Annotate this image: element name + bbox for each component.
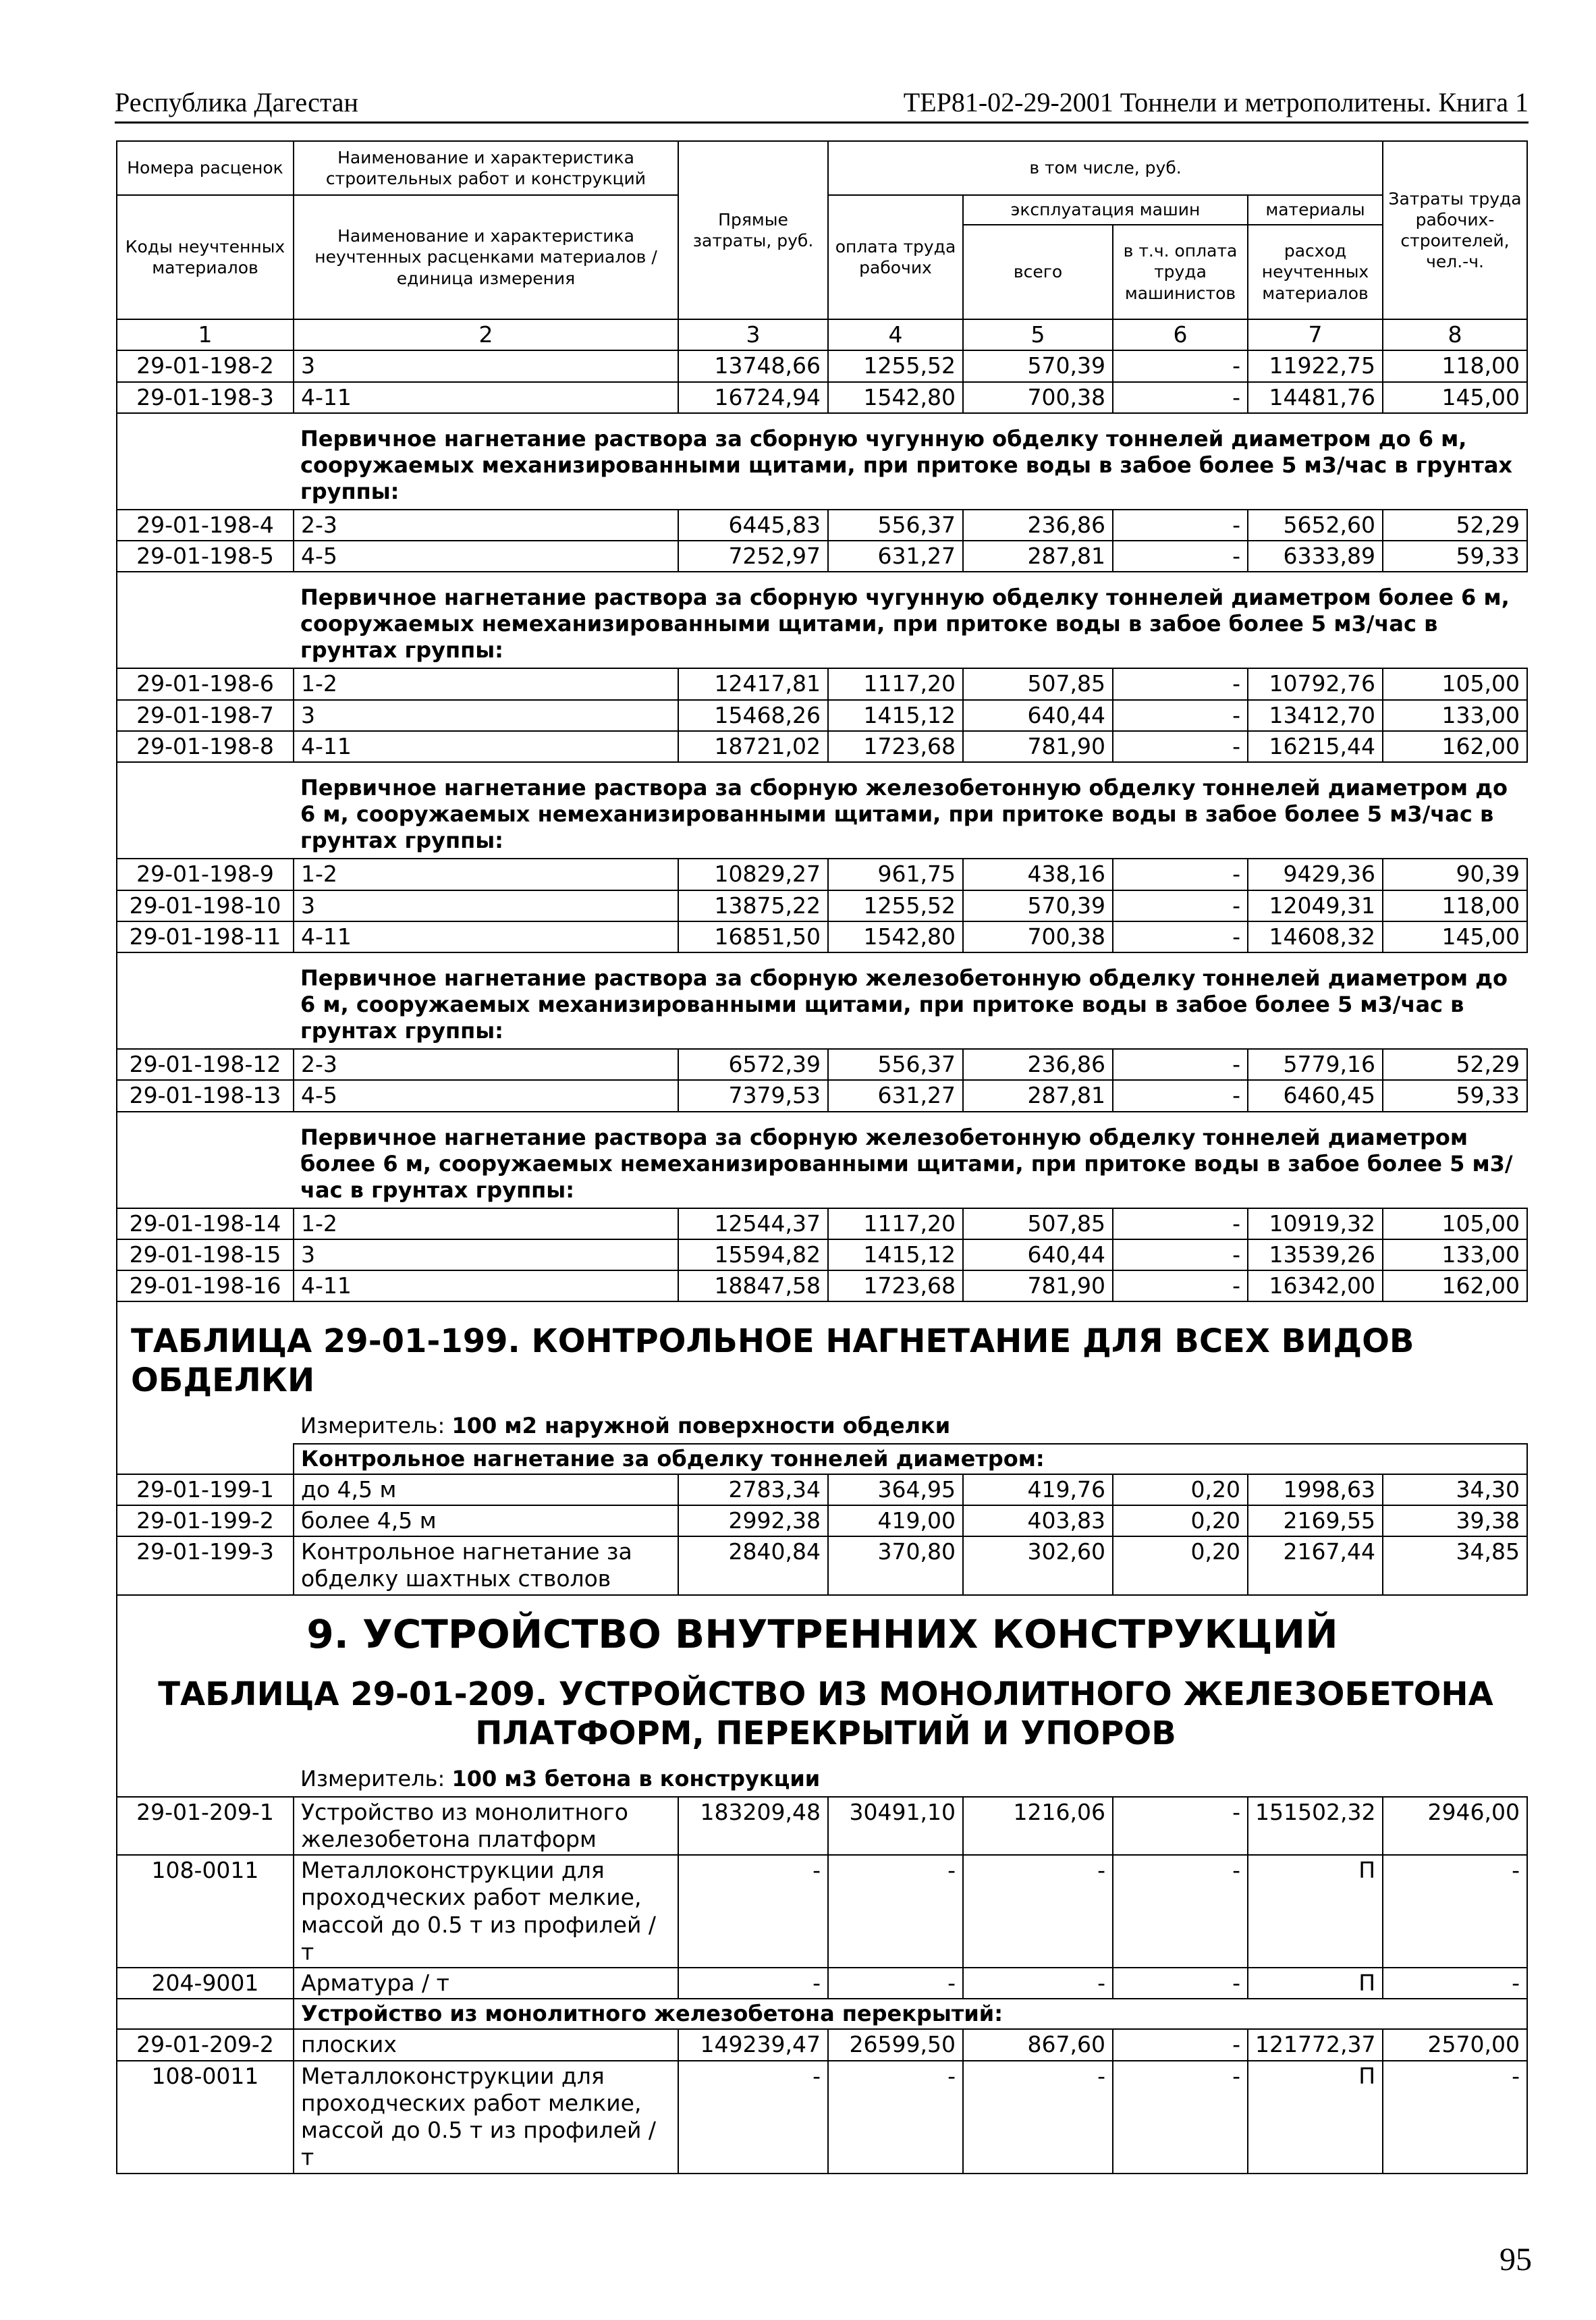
page-header bbox=[115, 80, 1529, 124]
table-row bbox=[117, 541, 1527, 572]
measure-unit bbox=[294, 1409, 1527, 1444]
materials: 6333,89 bbox=[1248, 541, 1383, 572]
machinist-pay: - bbox=[1113, 510, 1248, 541]
worker-pay: 556,37 bbox=[828, 510, 963, 541]
measure-row bbox=[117, 1409, 1527, 1444]
worker-pay: 1723,68 bbox=[828, 731, 963, 762]
soil-group: 3 bbox=[294, 350, 678, 381]
worker-pay: 1255,52 bbox=[828, 890, 963, 921]
table-row bbox=[117, 890, 1527, 921]
table-row bbox=[117, 1968, 1527, 1999]
table-row bbox=[117, 1855, 1527, 1968]
direct-costs: 2783,34 bbox=[678, 1474, 828, 1505]
machines-total: - bbox=[963, 2061, 1113, 2174]
labor-costs: 39,38 bbox=[1383, 1505, 1527, 1536]
labor-costs: 34,85 bbox=[1383, 1536, 1527, 1595]
section-heading-row bbox=[117, 762, 1527, 859]
section-heading: Первичное нагнетание раствора за сборную железобетонную обделку тоннелей диаметром до 6 м, сооружаемых механизированными щитами, при притоке воды в забое более 5 м3/час в грунтах группы: bbox=[294, 952, 1527, 1049]
measure-row bbox=[117, 1762, 1527, 1797]
chapter-row bbox=[117, 1595, 1527, 1671]
col-machinist-pay: в т.ч. оплата труда машинистов bbox=[1113, 225, 1248, 319]
machines-total: 507,85 bbox=[963, 1208, 1113, 1239]
col-materials: материалы bbox=[1248, 195, 1383, 225]
rate-code: 29-01-198-14 bbox=[117, 1208, 294, 1239]
machinist-pay: - bbox=[1113, 1968, 1248, 1999]
worker-pay: 1255,52 bbox=[828, 350, 963, 381]
machines-total: 236,86 bbox=[963, 510, 1113, 541]
table-row bbox=[117, 700, 1527, 731]
labor-costs: - bbox=[1383, 2061, 1527, 2174]
work-name: более 4,5 м bbox=[294, 1505, 678, 1536]
machines-total: - bbox=[963, 1855, 1113, 1968]
measure-value: 100 м3 бетона в конструкции bbox=[451, 1765, 821, 1791]
labor-costs: 52,29 bbox=[1383, 1049, 1527, 1080]
worker-pay: 419,00 bbox=[828, 1505, 963, 1536]
table-row bbox=[117, 1208, 1527, 1239]
materials: 12049,31 bbox=[1248, 890, 1383, 921]
material-name: Металлоконструкции для проходческих работ мелкие, массой до 0.5 т из профилей / т bbox=[294, 1855, 678, 1968]
measure-label: Измеритель: bbox=[300, 1412, 445, 1438]
table-row bbox=[117, 1049, 1527, 1080]
rate-code: 29-01-199-2 bbox=[117, 1505, 294, 1536]
col-number: 3 bbox=[678, 319, 828, 350]
col-number: 8 bbox=[1383, 319, 1527, 350]
table-row bbox=[117, 1080, 1527, 1111]
rate-code: 29-01-198-12 bbox=[117, 1049, 294, 1080]
labor-costs: 105,00 bbox=[1383, 1208, 1527, 1239]
worker-pay: 364,95 bbox=[828, 1474, 963, 1505]
machines-total: 867,60 bbox=[963, 2029, 1113, 2060]
machinist-pay: - bbox=[1113, 541, 1248, 572]
worker-pay: 26599,50 bbox=[828, 2029, 963, 2060]
soil-group: 4-5 bbox=[294, 541, 678, 572]
labor-costs: - bbox=[1383, 1968, 1527, 1999]
col-including: в том числе, руб. bbox=[828, 141, 1383, 195]
machines-total: 640,44 bbox=[963, 1239, 1113, 1270]
rate-code: 29-01-198-9 bbox=[117, 859, 294, 890]
rate-code: 29-01-198-5 bbox=[117, 541, 294, 572]
table-row bbox=[117, 382, 1527, 413]
machinist-pay: - bbox=[1113, 2029, 1248, 2060]
direct-costs: - bbox=[678, 1855, 828, 1968]
machines-total: 302,60 bbox=[963, 1536, 1113, 1595]
direct-costs: 18847,58 bbox=[678, 1270, 828, 1301]
machinist-pay: - bbox=[1113, 350, 1248, 381]
worker-pay: 961,75 bbox=[828, 859, 963, 890]
materials: 5779,16 bbox=[1248, 1049, 1383, 1080]
direct-costs: - bbox=[678, 1968, 828, 1999]
soil-group: 3 bbox=[294, 1239, 678, 1270]
machinist-pay: 0,20 bbox=[1113, 1536, 1248, 1595]
materials: П bbox=[1248, 2061, 1383, 2174]
col-machines-total: всего bbox=[963, 225, 1113, 319]
soil-group: 3 bbox=[294, 700, 678, 731]
rate-code: 29-01-209-2 bbox=[117, 2029, 294, 2060]
table-row bbox=[117, 1474, 1527, 1505]
soil-group: 2-3 bbox=[294, 510, 678, 541]
table-title-row bbox=[117, 1301, 1527, 1408]
section-heading: Первичное нагнетание раствора за сборную чугунную обделку тоннелей диаметром до 6 м, сооружаемых механизированными щитами, при притоке воды в забое более 5 м3/час в грунтах группы: bbox=[294, 413, 1527, 510]
work-name: Устройство из монолитного железобетона платформ bbox=[294, 1797, 678, 1856]
materials: 121772,37 bbox=[1248, 2029, 1383, 2060]
measure-label: Измеритель: bbox=[300, 1765, 445, 1791]
header-region: Республика Дагестан bbox=[115, 87, 358, 117]
labor-costs: 145,00 bbox=[1383, 921, 1527, 952]
col-labor-costs: Затраты труда рабочих-строителей, чел.-ч. bbox=[1383, 141, 1527, 319]
col-work-name: Наименование и характеристика строительных работ и конструкций bbox=[294, 141, 678, 195]
table-row bbox=[117, 921, 1527, 952]
worker-pay: 370,80 bbox=[828, 1536, 963, 1595]
machinist-pay: - bbox=[1113, 1855, 1248, 1968]
col-number: 1 bbox=[117, 319, 294, 350]
direct-costs: 12417,81 bbox=[678, 668, 828, 699]
subsection-row bbox=[117, 1444, 1527, 1474]
direct-costs: 15594,82 bbox=[678, 1239, 828, 1270]
rate-code: 29-01-198-7 bbox=[117, 700, 294, 731]
machinist-pay: - bbox=[1113, 382, 1248, 413]
machinist-pay: 0,20 bbox=[1113, 1474, 1248, 1505]
material-name: Арматура / т bbox=[294, 1968, 678, 1999]
col-number: 2 bbox=[294, 319, 678, 350]
table-row bbox=[117, 1505, 1527, 1536]
page-number: 95 bbox=[1499, 2242, 1532, 2277]
labor-costs: 59,33 bbox=[1383, 541, 1527, 572]
labor-costs: 133,00 bbox=[1383, 1239, 1527, 1270]
soil-group: 1-2 bbox=[294, 668, 678, 699]
work-name: плоских bbox=[294, 2029, 678, 2060]
rate-code: 29-01-209-1 bbox=[117, 1797, 294, 1856]
machinist-pay: - bbox=[1113, 921, 1248, 952]
labor-costs: 59,33 bbox=[1383, 1080, 1527, 1111]
materials: 11922,75 bbox=[1248, 350, 1383, 381]
subsection-row bbox=[117, 1999, 1527, 2029]
labor-costs: 118,00 bbox=[1383, 890, 1527, 921]
direct-costs: 10829,27 bbox=[678, 859, 828, 890]
machines-total: 640,44 bbox=[963, 700, 1113, 731]
rate-code: 29-01-198-11 bbox=[117, 921, 294, 952]
labor-costs: 133,00 bbox=[1383, 700, 1527, 731]
worker-pay: 1415,12 bbox=[828, 700, 963, 731]
labor-costs: 34,30 bbox=[1383, 1474, 1527, 1505]
materials: 14481,76 bbox=[1248, 382, 1383, 413]
soil-group: 2-3 bbox=[294, 1049, 678, 1080]
header-book-title: ТЕР81-02-29-2001 Тоннели и метрополитены. Книга 1 bbox=[903, 87, 1529, 117]
worker-pay: 1542,80 bbox=[828, 921, 963, 952]
work-name: до 4,5 м bbox=[294, 1474, 678, 1505]
machines-total: 781,90 bbox=[963, 731, 1113, 762]
table-row bbox=[117, 2029, 1527, 2060]
materials: 2167,44 bbox=[1248, 1536, 1383, 1595]
worker-pay: - bbox=[828, 2061, 963, 2174]
worker-pay: 1723,68 bbox=[828, 1270, 963, 1301]
materials: П bbox=[1248, 1968, 1383, 1999]
material-name: Металлоконструкции для проходческих работ мелкие, массой до 0.5 т из профилей / т bbox=[294, 2061, 678, 2174]
rate-code: 29-01-198-4 bbox=[117, 510, 294, 541]
col-direct-costs: Прямые затраты, руб. bbox=[678, 141, 828, 319]
soil-group: 4-11 bbox=[294, 382, 678, 413]
table-209-title: ТАБЛИЦА 29-01-209. УСТРОЙСТВО ИЗ МОНОЛИТНОГО ЖЕЛЕЗОБЕТОНА ПЛАТФОРМ, ПЕРЕКРЫТИЙ И УПОРОВ bbox=[117, 1670, 1527, 1761]
material-code: 108-0011 bbox=[117, 2061, 294, 2174]
table-row bbox=[117, 2061, 1527, 2174]
table-row bbox=[117, 350, 1527, 381]
table-row bbox=[117, 1270, 1527, 1301]
machines-total: 700,38 bbox=[963, 382, 1113, 413]
col-number: 4 bbox=[828, 319, 963, 350]
soil-group: 3 bbox=[294, 890, 678, 921]
direct-costs: 183209,48 bbox=[678, 1797, 828, 1856]
direct-costs: 7379,53 bbox=[678, 1080, 828, 1111]
materials: 16215,44 bbox=[1248, 731, 1383, 762]
machines-total: - bbox=[963, 1968, 1113, 1999]
machines-total: 1216,06 bbox=[963, 1797, 1113, 1856]
labor-costs: 162,00 bbox=[1383, 731, 1527, 762]
materials: 13412,70 bbox=[1248, 700, 1383, 731]
machinist-pay: - bbox=[1113, 1797, 1248, 1856]
rate-code: 29-01-198-8 bbox=[117, 731, 294, 762]
soil-group: 1-2 bbox=[294, 1208, 678, 1239]
machines-total: 781,90 bbox=[963, 1270, 1113, 1301]
direct-costs: 16851,50 bbox=[678, 921, 828, 952]
machinist-pay: - bbox=[1113, 2061, 1248, 2174]
direct-costs: 15468,26 bbox=[678, 700, 828, 731]
col-number: 6 bbox=[1113, 319, 1248, 350]
labor-costs: 162,00 bbox=[1383, 1270, 1527, 1301]
col-rate-numbers: Номера расценок bbox=[117, 141, 294, 195]
section-heading-row bbox=[117, 952, 1527, 1049]
machinist-pay: - bbox=[1113, 700, 1248, 731]
machinist-pay: - bbox=[1113, 1239, 1248, 1270]
worker-pay: - bbox=[828, 1968, 963, 1999]
soil-group: 4-5 bbox=[294, 1080, 678, 1111]
direct-costs: - bbox=[678, 2061, 828, 2174]
machines-total: 438,16 bbox=[963, 859, 1113, 890]
materials: 10792,76 bbox=[1248, 668, 1383, 699]
section-heading: Первичное нагнетание раствора за сборную железобетонную обделку тоннелей диаметром до 6 м, сооружаемых немеханизированными щитами, при притоке воды в забое более 5 м3/час в грунтах группы: bbox=[294, 762, 1527, 859]
material-code: 108-0011 bbox=[117, 1855, 294, 1968]
machines-total: 403,83 bbox=[963, 1505, 1113, 1536]
direct-costs: 6445,83 bbox=[678, 510, 828, 541]
column-numbers-row bbox=[117, 319, 1527, 350]
rate-code: 29-01-199-1 bbox=[117, 1474, 294, 1505]
labor-costs: 105,00 bbox=[1383, 668, 1527, 699]
table-row bbox=[117, 1239, 1527, 1270]
rate-code: 29-01-198-6 bbox=[117, 668, 294, 699]
rate-code: 29-01-198-13 bbox=[117, 1080, 294, 1111]
soil-group: 4-11 bbox=[294, 731, 678, 762]
worker-pay: 1415,12 bbox=[828, 1239, 963, 1270]
materials: 16342,00 bbox=[1248, 1270, 1383, 1301]
chapter-title: 9. УСТРОЙСТВО ВНУТРЕННИХ КОНСТРУКЦИЙ bbox=[117, 1595, 1527, 1671]
machinist-pay: 0,20 bbox=[1113, 1505, 1248, 1536]
materials: 9429,36 bbox=[1248, 859, 1383, 890]
col-material-names: Наименование и характеристика неучтенных расценками материалов / единица измерения bbox=[294, 195, 678, 319]
machines-total: 236,86 bbox=[963, 1049, 1113, 1080]
worker-pay: 556,37 bbox=[828, 1049, 963, 1080]
machinist-pay: - bbox=[1113, 1270, 1248, 1301]
col-material-codes: Коды неучтенных материалов bbox=[117, 195, 294, 319]
machinist-pay: - bbox=[1113, 668, 1248, 699]
materials: 14608,32 bbox=[1248, 921, 1383, 952]
table-199-title: ТАБЛИЦА 29-01-199. КОНТРОЛЬНОЕ НАГНЕТАНИЕ ДЛЯ ВСЕХ ВИДОВ ОБДЕЛКИ bbox=[117, 1301, 1527, 1408]
machinist-pay: - bbox=[1113, 859, 1248, 890]
rate-code: 29-01-198-3 bbox=[117, 382, 294, 413]
table-row bbox=[117, 731, 1527, 762]
worker-pay: 30491,10 bbox=[828, 1797, 963, 1856]
materials: 5652,60 bbox=[1248, 510, 1383, 541]
materials: П bbox=[1248, 1855, 1383, 1968]
machinist-pay: - bbox=[1113, 731, 1248, 762]
worker-pay: 1117,20 bbox=[828, 1208, 963, 1239]
subsection-heading: Устройство из монолитного железобетона перекрытий: bbox=[294, 1999, 1527, 2029]
table-row bbox=[117, 1536, 1527, 1595]
table-row bbox=[117, 1797, 1527, 1856]
table-row bbox=[117, 859, 1527, 890]
rates-table bbox=[116, 140, 1528, 2174]
rate-code: 29-01-199-3 bbox=[117, 1536, 294, 1595]
subsection-heading: Контрольное нагнетание за обделку тоннелей диаметром: bbox=[294, 1444, 1527, 1474]
machines-total: 700,38 bbox=[963, 921, 1113, 952]
labor-costs: 2946,00 bbox=[1383, 1797, 1527, 1856]
materials: 2169,55 bbox=[1248, 1505, 1383, 1536]
col-machine-operation: эксплуатация машин bbox=[963, 195, 1248, 225]
labor-costs: 90,39 bbox=[1383, 859, 1527, 890]
soil-group: 4-11 bbox=[294, 1270, 678, 1301]
materials: 13539,26 bbox=[1248, 1239, 1383, 1270]
section-heading: Первичное нагнетание раствора за сборную железобетонную обделку тоннелей диаметром более 6 м, сооружаемых немеханизированными щитами, при притоке воды в забое более 5 м3/час в грунтах группы: bbox=[294, 1112, 1527, 1208]
rate-code: 29-01-198-2 bbox=[117, 350, 294, 381]
section-heading-row bbox=[117, 413, 1527, 510]
materials: 10919,32 bbox=[1248, 1208, 1383, 1239]
labor-costs: 52,29 bbox=[1383, 510, 1527, 541]
direct-costs: 2840,84 bbox=[678, 1536, 828, 1595]
col-number: 7 bbox=[1248, 319, 1383, 350]
labor-costs: - bbox=[1383, 1855, 1527, 1968]
section-heading-row bbox=[117, 572, 1527, 668]
table-row bbox=[117, 668, 1527, 699]
soil-group: 1-2 bbox=[294, 859, 678, 890]
section-heading: Первичное нагнетание раствора за сборную чугунную обделку тоннелей диаметром более 6 м, сооружаемых немеханизированными щитами, при притоке воды в забое более 5 м3/час в грунтах группы: bbox=[294, 572, 1527, 668]
rate-code: 29-01-198-16 bbox=[117, 1270, 294, 1301]
material-code: 204-9001 bbox=[117, 1968, 294, 1999]
machinist-pay: - bbox=[1113, 1080, 1248, 1111]
table-row bbox=[117, 510, 1527, 541]
machines-total: 287,81 bbox=[963, 541, 1113, 572]
machines-total: 570,39 bbox=[963, 890, 1113, 921]
worker-pay: - bbox=[828, 1855, 963, 1968]
machinist-pay: - bbox=[1113, 890, 1248, 921]
machinist-pay: - bbox=[1113, 1049, 1248, 1080]
direct-costs: 16724,94 bbox=[678, 382, 828, 413]
soil-group: 4-11 bbox=[294, 921, 678, 952]
direct-costs: 13875,22 bbox=[678, 890, 828, 921]
materials: 1998,63 bbox=[1248, 1474, 1383, 1505]
labor-costs: 118,00 bbox=[1383, 350, 1527, 381]
worker-pay: 631,27 bbox=[828, 1080, 963, 1111]
machinist-pay: - bbox=[1113, 1208, 1248, 1239]
worker-pay: 1542,80 bbox=[828, 382, 963, 413]
direct-costs: 7252,97 bbox=[678, 541, 828, 572]
measure-value: 100 м2 наружной поверхности обделки bbox=[451, 1412, 951, 1438]
materials: 6460,45 bbox=[1248, 1080, 1383, 1111]
materials: 151502,32 bbox=[1248, 1797, 1383, 1856]
col-worker-pay: оплата труда рабочих bbox=[828, 195, 963, 319]
col-number: 5 bbox=[963, 319, 1113, 350]
table-title-row bbox=[117, 1670, 1527, 1761]
machines-total: 507,85 bbox=[963, 668, 1113, 699]
work-name: Контрольное нагнетание за обделку шахтных стволов bbox=[294, 1536, 678, 1595]
direct-costs: 2992,38 bbox=[678, 1505, 828, 1536]
machines-total: 419,76 bbox=[963, 1474, 1113, 1505]
direct-costs: 149239,47 bbox=[678, 2029, 828, 2060]
direct-costs: 12544,37 bbox=[678, 1208, 828, 1239]
machines-total: 287,81 bbox=[963, 1080, 1113, 1111]
worker-pay: 1117,20 bbox=[828, 668, 963, 699]
rate-code: 29-01-198-15 bbox=[117, 1239, 294, 1270]
machines-total: 570,39 bbox=[963, 350, 1113, 381]
section-heading-row bbox=[117, 1112, 1527, 1208]
labor-costs: 145,00 bbox=[1383, 382, 1527, 413]
rate-code: 29-01-198-10 bbox=[117, 890, 294, 921]
labor-costs: 2570,00 bbox=[1383, 2029, 1527, 2060]
col-material-consumption: расход неучтенных материалов bbox=[1248, 225, 1383, 319]
direct-costs: 13748,66 bbox=[678, 350, 828, 381]
worker-pay: 631,27 bbox=[828, 541, 963, 572]
measure-unit bbox=[294, 1762, 1527, 1797]
direct-costs: 6572,39 bbox=[678, 1049, 828, 1080]
direct-costs: 18721,02 bbox=[678, 731, 828, 762]
